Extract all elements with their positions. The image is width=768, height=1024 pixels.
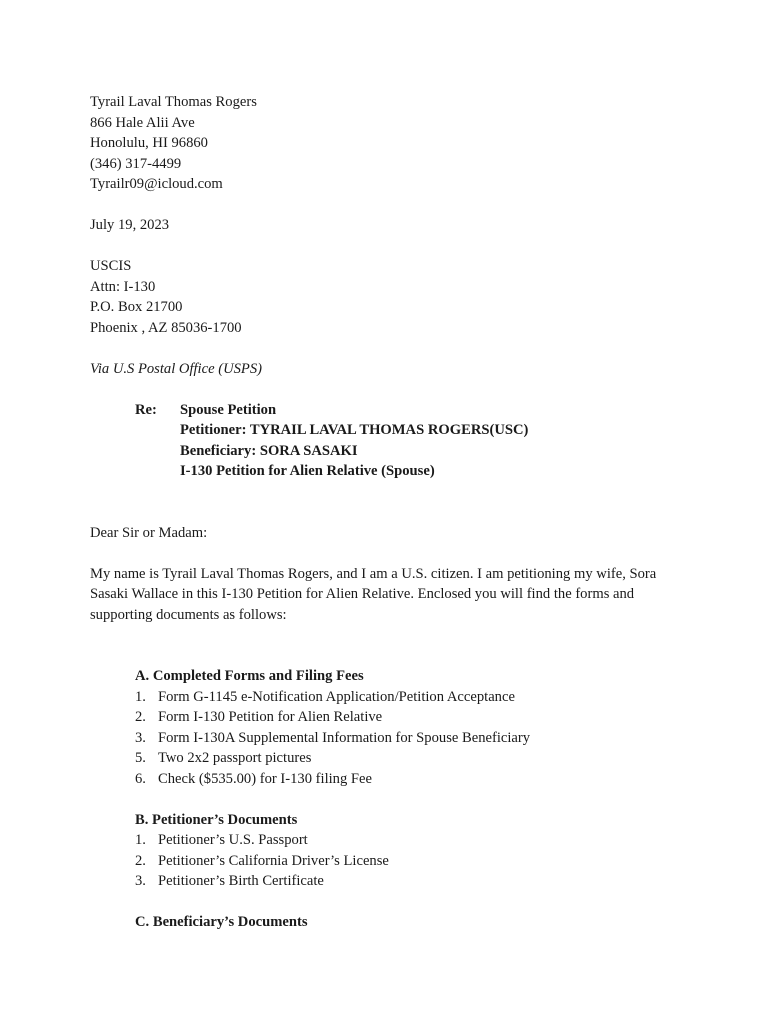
item-text: Two 2x2 passport pictures — [158, 750, 312, 766]
re-label: Re: — [135, 401, 157, 418]
item-text: Petitioner’s California Driver’s License — [158, 852, 389, 869]
section-forms — [135, 666, 690, 789]
recipient-attn: Attn: I-130 — [90, 278, 156, 295]
sender-city: Honolulu, HI 96860 — [90, 135, 208, 151]
list-item — [135, 707, 690, 728]
recipient-address — [90, 256, 690, 338]
section-beneficiary-docs — [135, 912, 690, 933]
re-line: Petitioner: TYRAIL LAVAL THOMAS ROGERS(USC) — [180, 422, 529, 438]
list-item — [135, 830, 690, 851]
sender-name: Tyrail Laval Thomas Rogers — [90, 94, 257, 110]
item-number: 1. — [135, 832, 146, 848]
salutation: Dear Sir or Madam: — [90, 524, 208, 541]
item-text: Petitioner’s Birth Certificate — [158, 873, 324, 889]
list-item — [135, 851, 690, 872]
item-number: 1. — [135, 688, 146, 705]
item-number: 5. — [135, 750, 146, 766]
section-title: A. Completed Forms and Filing Fees — [135, 668, 364, 684]
letter — [90, 92, 690, 933]
sender-email: Tyrailr09@icloud.com — [90, 176, 223, 192]
item-number: 3. — [135, 729, 146, 746]
sender-address — [90, 92, 690, 195]
item-number: 2. — [135, 852, 146, 869]
list-item — [135, 728, 690, 749]
list-item — [135, 687, 690, 708]
re-lines — [180, 400, 528, 482]
delivery-method: Via U.S Postal Office (USPS) — [90, 360, 262, 377]
section-title: C. Beneficiary’s Documents — [135, 914, 308, 930]
item-text: Check ($535.00) for I-130 filing Fee — [158, 770, 372, 787]
re-line: I-130 Petition for Alien Relative (Spouse) — [180, 463, 435, 479]
list-item — [135, 769, 690, 790]
item-text: Form G-1145 e-Notification Application/Petition Acceptance — [158, 688, 515, 705]
section-title: B. Petitioner’s Documents — [135, 811, 298, 828]
sender-phone: (346) 317-4499 — [90, 155, 182, 172]
section-petitioner-docs — [135, 810, 690, 892]
letter-date: July 19, 2023 — [90, 217, 170, 233]
item-number: 2. — [135, 709, 146, 725]
item-number: 6. — [135, 770, 146, 787]
item-text: Form I-130 Petition for Alien Relative — [158, 709, 383, 725]
recipient-box: P.O. Box 21700 — [90, 299, 183, 315]
item-text: Form I-130A Supplemental Information for Spouse Beneficiary — [158, 729, 531, 746]
item-number: 3. — [135, 873, 146, 889]
recipient-city: Phoenix , AZ 85036-1700 — [90, 319, 242, 336]
sender-street: 866 Hale Alii Ave — [90, 114, 195, 131]
list-item — [135, 871, 690, 892]
intro-paragraph: My name is Tyrail Laval Thomas Rogers, and I am a U.S. citizen. I am petitioning my wife, Sora Sasaki Wallace in this I-130 Petition for Alien Relative. Enclosed you will find the forms and supporting documents as follows: — [90, 565, 657, 623]
list-item — [135, 748, 690, 769]
recipient-org: USCIS — [90, 258, 132, 274]
re-block — [135, 400, 690, 482]
re-line: Spouse Petition — [180, 401, 277, 418]
item-text: Petitioner’s U.S. Passport — [158, 832, 308, 848]
re-line: Beneficiary: SORA SASAKI — [180, 442, 358, 459]
